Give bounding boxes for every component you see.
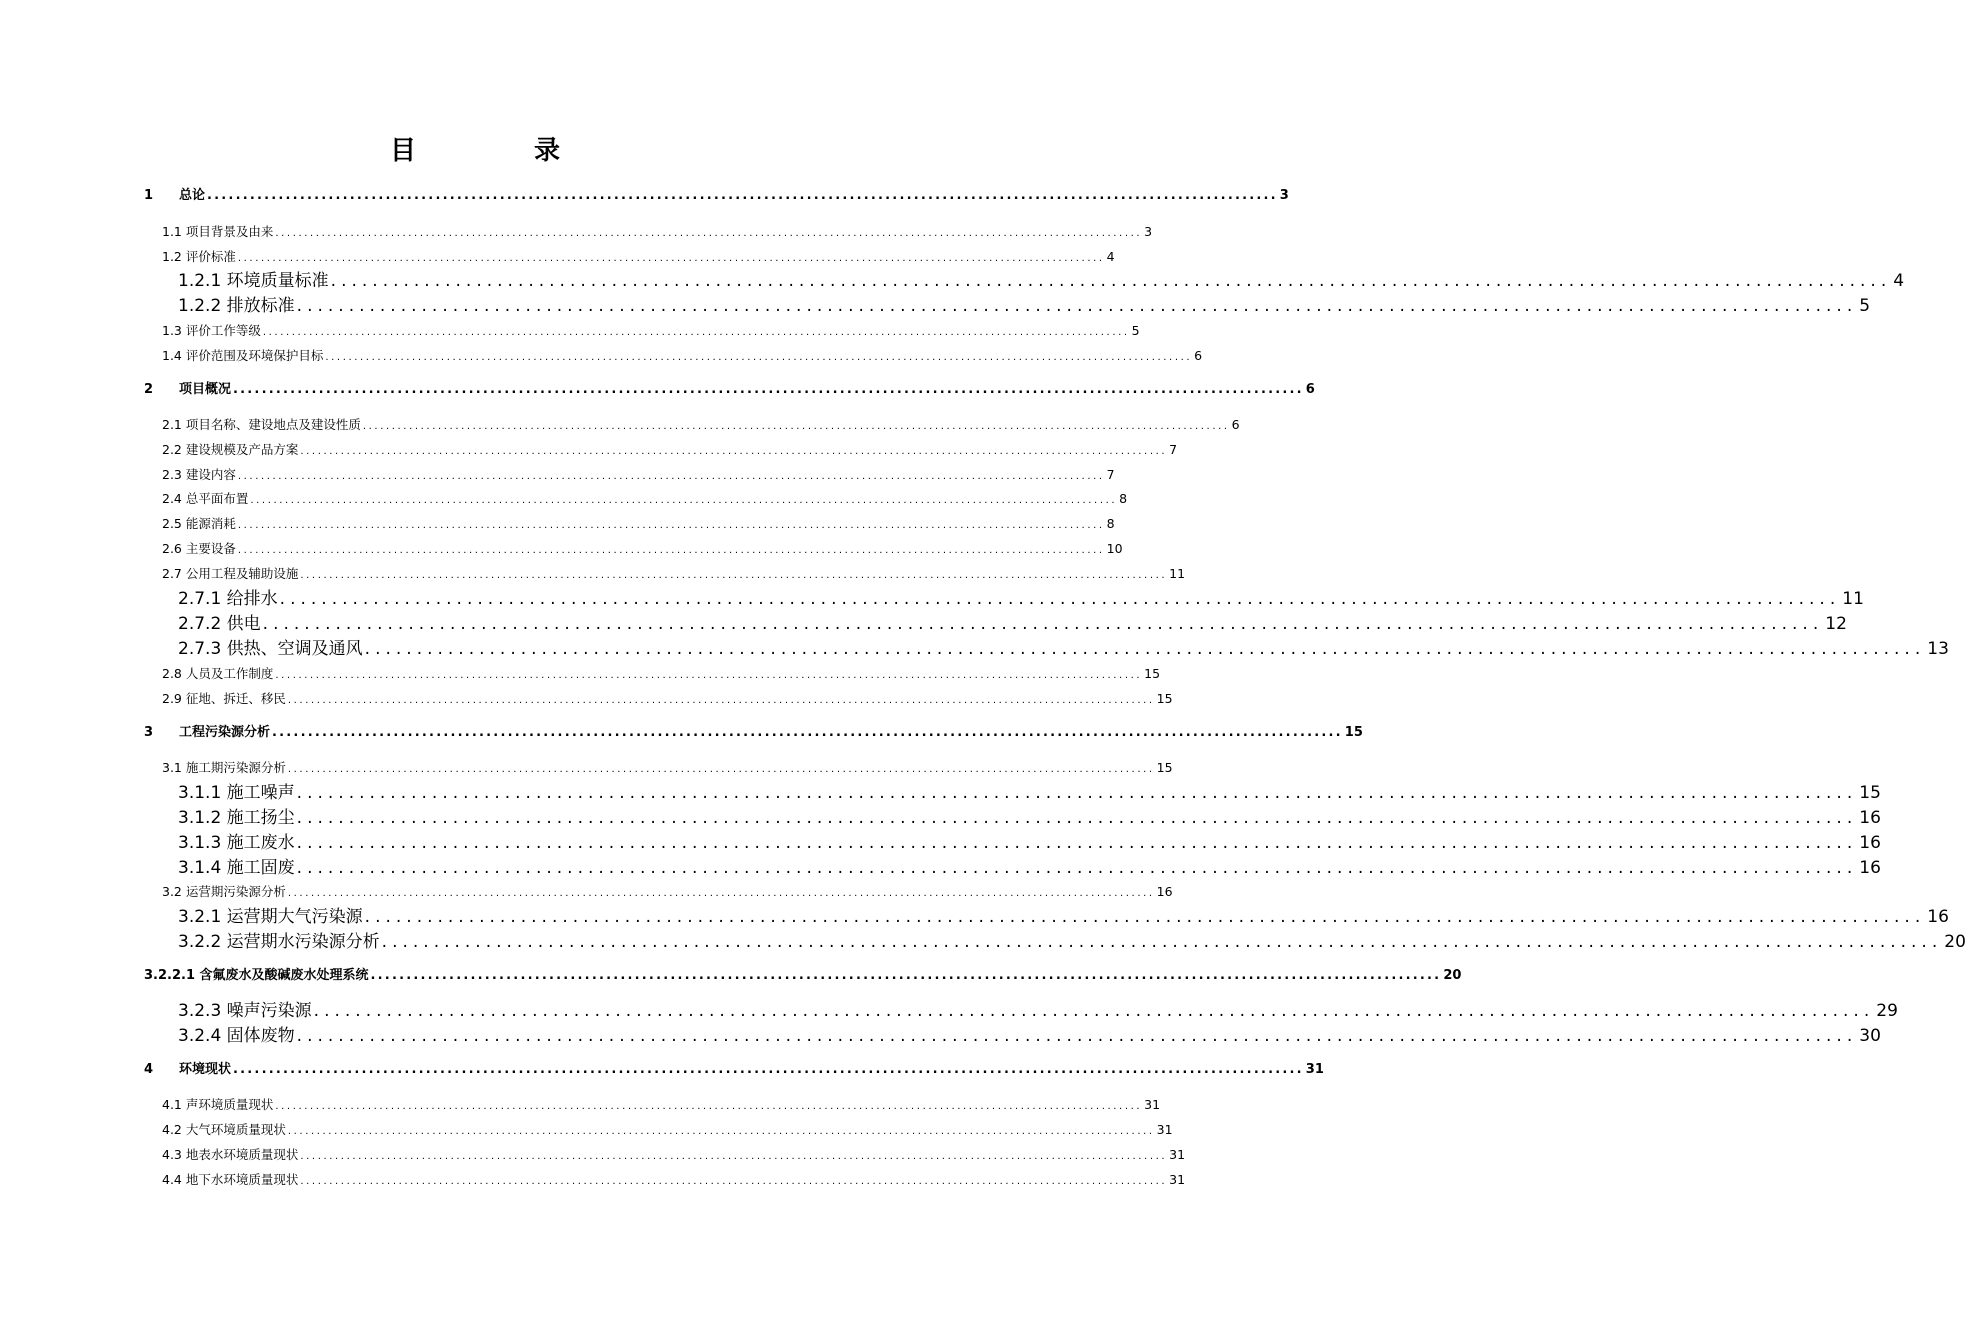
toc-entry[interactable] — [178, 638, 1949, 660]
toc-page: 11 — [1842, 589, 1864, 609]
leader-dots: ...................................................................................................................................................... — [296, 296, 1858, 316]
toc-page: 7 — [1106, 467, 1115, 482]
toc-page: 10 — [1106, 541, 1123, 556]
toc-entry[interactable] — [144, 724, 1363, 742]
toc-entry[interactable] — [162, 1146, 1186, 1166]
leader-dots: ...................................................................................................................................................... — [237, 471, 1105, 482]
leader-dots: ...................................................................................................................................................... — [300, 1151, 1168, 1162]
toc-page: 11 — [1169, 566, 1186, 581]
leader-dots: ...................................................................................................................................................... — [300, 570, 1168, 581]
toc-page: 3 — [1144, 224, 1153, 239]
toc-entry[interactable] — [162, 1096, 1161, 1116]
toc-page: 15 — [1859, 783, 1881, 803]
toc-entry[interactable] — [162, 759, 1173, 779]
toc-entry[interactable] — [162, 665, 1161, 685]
toc-label: 3.2.2.1 含氟废水及酸碱废水处理系统 — [144, 968, 369, 983]
leader-dots: ...................................................................................................................................................... — [237, 253, 1105, 264]
leader-dots: ...................................................................................................................................................... — [330, 271, 1892, 291]
toc-entry[interactable] — [162, 223, 1153, 243]
toc-label: 3.1.2 施工扬尘 — [178, 808, 295, 828]
toc-page: 16 — [1859, 858, 1881, 878]
toc-entry[interactable] — [178, 931, 1966, 953]
leader-dots: ...................................................................................................................................................... — [296, 1026, 1858, 1046]
toc-page: 5 — [1859, 296, 1871, 316]
leader-dots: ...................................................................................................................................................... — [207, 188, 1278, 203]
leader-dots: ...................................................................................................................................................... — [287, 695, 1155, 706]
toc-page: 16 — [1859, 808, 1881, 828]
toc-label: 3.1.3 施工废水 — [178, 833, 295, 853]
toc-entry[interactable] — [178, 588, 1864, 610]
toc-label: 2.6 主要设备 — [162, 541, 236, 556]
leader-dots: ...................................................................................................................................................... — [275, 228, 1143, 239]
toc-page: 15 — [1344, 725, 1363, 740]
toc-page: 16 — [1156, 884, 1173, 899]
toc-label: 2.4 总平面布置 — [162, 491, 249, 506]
toc-label: 1.3 评价工作等级 — [162, 323, 261, 338]
toc-page: 29 — [1876, 1001, 1898, 1021]
toc-label: 1.2.1 环境质量标准 — [178, 271, 329, 291]
toc-label: 2.9 征地、拆迁、移民 — [162, 691, 286, 706]
leader-dots: ...................................................................................................................................................... — [275, 1101, 1143, 1112]
leader-dots: ...................................................................................................................................................... — [287, 1126, 1155, 1137]
leader-dots: ...................................................................................................................................................... — [364, 907, 1926, 927]
toc-label: 2.5 能源消耗 — [162, 516, 236, 531]
leader-dots: ...................................................................................................................................................... — [233, 382, 1304, 397]
toc-entry[interactable] — [162, 322, 1140, 342]
toc-page: 20 — [1443, 968, 1462, 983]
toc-page: 30 — [1859, 1026, 1881, 1046]
toc-page: 12 — [1825, 614, 1847, 634]
leader-dots: ...................................................................................................................................................... — [296, 833, 1858, 853]
leader-dots: ...................................................................................................................................................... — [300, 446, 1168, 457]
leader-dots: ...................................................................................................................................................... — [287, 764, 1155, 775]
leader-dots: ...................................................................................................................................................... — [313, 1001, 1875, 1021]
toc-page: 6 — [1231, 417, 1240, 432]
toc-entry[interactable] — [162, 248, 1115, 268]
toc-label: 2.7.1 给排水 — [178, 589, 278, 609]
toc-label: 3.1.4 施工固废 — [178, 858, 295, 878]
toc-label: 2.1 项目名称、建设地点及建设性质 — [162, 417, 361, 432]
toc-entry[interactable] — [178, 613, 1847, 635]
toc-page: 4 — [1893, 271, 1905, 291]
leader-dots: ...................................................................................................................................................... — [262, 327, 1130, 338]
toc-entry[interactable] — [178, 270, 1905, 292]
toc-page: 8 — [1119, 491, 1128, 506]
toc-entry[interactable] — [162, 441, 1178, 461]
toc-page: 31 — [1156, 1122, 1173, 1137]
toc-entry[interactable] — [162, 690, 1173, 710]
toc-label: 4.2 大气环境质量现状 — [162, 1122, 286, 1137]
toc-entry[interactable] — [178, 906, 1949, 928]
toc-page: 15 — [1144, 666, 1161, 681]
toc-page: 8 — [1106, 516, 1115, 531]
toc-entry[interactable] — [144, 1061, 1324, 1079]
toc-label: 2.8 人员及工作制度 — [162, 666, 274, 681]
toc-label: 1.2 评价标准 — [162, 249, 236, 264]
toc-page: 4 — [1106, 249, 1115, 264]
toc-entry[interactable] — [178, 295, 1871, 317]
toc-page: 16 — [1859, 833, 1881, 853]
toc-entry[interactable] — [162, 416, 1240, 436]
toc-page: 7 — [1169, 442, 1178, 457]
toc-label: 工程污染源分析 — [179, 725, 271, 740]
toc-label: 3.2.4 固体废物 — [178, 1026, 295, 1046]
toc-label: 环境现状 — [179, 1062, 232, 1077]
toc-label: 2.7.3 供热、空调及通风 — [178, 639, 363, 659]
toc-page: 31 — [1169, 1172, 1186, 1187]
toc-entry[interactable] — [162, 347, 1203, 367]
leader-dots: ...................................................................................................................................................... — [296, 858, 1858, 878]
toc-label: 2.7.2 供电 — [178, 614, 261, 634]
toc-number: 3 — [144, 725, 154, 740]
leader-dots: ...................................................................................................................................................... — [325, 352, 1193, 363]
leader-dots: ...................................................................................................................................................... — [275, 670, 1143, 681]
toc-label: 2.2 建设规模及产品方案 — [162, 442, 299, 457]
toc-page: 20 — [1944, 932, 1966, 952]
toc-page: 31 — [1305, 1062, 1324, 1077]
toc-label: 1.1 项目背景及由来 — [162, 224, 274, 239]
toc-entry[interactable] — [162, 540, 1123, 560]
toc-entry[interactable] — [162, 565, 1186, 585]
toc-entry[interactable] — [178, 857, 1881, 879]
page-title: 目 录 — [389, 136, 606, 166]
toc-number: 1 — [144, 188, 154, 203]
toc-page: 3 — [1279, 188, 1289, 203]
toc-entry[interactable] — [162, 490, 1128, 510]
toc-number: 2 — [144, 382, 154, 397]
toc-label: 2.7 公用工程及辅助设施 — [162, 566, 299, 581]
toc-label: 3.2 运营期污染源分析 — [162, 884, 286, 899]
leader-dots: ...................................................................................................................................................... — [262, 614, 1824, 634]
toc-label: 1.4 评价范围及环境保护目标 — [162, 348, 324, 363]
toc-label: 4.4 地下水环境质量现状 — [162, 1172, 299, 1187]
toc-entry[interactable] — [144, 967, 1462, 985]
leader-dots: ...................................................................................................................................................... — [233, 1062, 1304, 1077]
toc-entry[interactable] — [144, 187, 1289, 205]
leader-dots: ...................................................................................................................................................... — [381, 932, 1943, 952]
toc-entry[interactable] — [162, 1171, 1186, 1191]
toc-entry[interactable] — [162, 466, 1115, 486]
toc-label: 4.3 地表水环境质量现状 — [162, 1147, 299, 1162]
leader-dots: ...................................................................................................................................................... — [272, 725, 1343, 740]
toc-label: 总论 — [179, 188, 206, 203]
leader-dots: ...................................................................................................................................................... — [279, 589, 1841, 609]
leader-dots: ...................................................................................................................................................... — [362, 421, 1230, 432]
toc-entry[interactable] — [178, 807, 1881, 829]
toc-page: 16 — [1927, 907, 1949, 927]
toc-entry[interactable] — [162, 1121, 1173, 1141]
leader-dots: ...................................................................................................................................................... — [237, 545, 1105, 556]
toc-page: 5 — [1131, 323, 1140, 338]
leader-dots: ...................................................................................................................................................... — [370, 968, 1442, 983]
toc-label: 2.3 建设内容 — [162, 467, 236, 482]
toc-page: 6 — [1194, 348, 1203, 363]
toc-label: 3.2.3 噪声污染源 — [178, 1001, 312, 1021]
leader-dots: ...................................................................................................................................................... — [287, 888, 1155, 899]
toc-entry[interactable] — [144, 381, 1315, 399]
toc-page: 15 — [1156, 691, 1173, 706]
toc-page: 15 — [1156, 760, 1173, 775]
toc-page: 31 — [1144, 1097, 1161, 1112]
toc-label: 4.1 声环境质量现状 — [162, 1097, 274, 1112]
toc-number: 4 — [144, 1062, 154, 1077]
leader-dots: ...................................................................................................................................................... — [296, 808, 1858, 828]
toc-label: 3.2.2 运营期水污染源分析 — [178, 932, 380, 952]
toc-entry[interactable] — [178, 1000, 1898, 1022]
toc-entry[interactable] — [178, 832, 1881, 854]
toc-entry[interactable] — [178, 782, 1881, 804]
toc-entry[interactable] — [162, 515, 1115, 535]
toc-label: 1.2.2 排放标准 — [178, 296, 295, 316]
leader-dots: ...................................................................................................................................................... — [250, 495, 1118, 506]
toc-label: 项目概况 — [179, 382, 232, 397]
toc-entry[interactable] — [178, 1025, 1881, 1047]
toc-page: 31 — [1169, 1147, 1186, 1162]
toc-label: 3.2.1 运营期大气污染源 — [178, 907, 363, 927]
leader-dots: ...................................................................................................................................................... — [237, 520, 1105, 531]
toc-page: 13 — [1927, 639, 1949, 659]
leader-dots: ...................................................................................................................................................... — [300, 1176, 1168, 1187]
toc-label: 3.1 施工期污染源分析 — [162, 760, 286, 775]
toc-label: 3.1.1 施工噪声 — [178, 783, 295, 803]
toc-page: 6 — [1305, 382, 1315, 397]
leader-dots: ...................................................................................................................................................... — [364, 639, 1926, 659]
toc-entry[interactable] — [162, 883, 1173, 903]
leader-dots: ...................................................................................................................................................... — [296, 783, 1858, 803]
